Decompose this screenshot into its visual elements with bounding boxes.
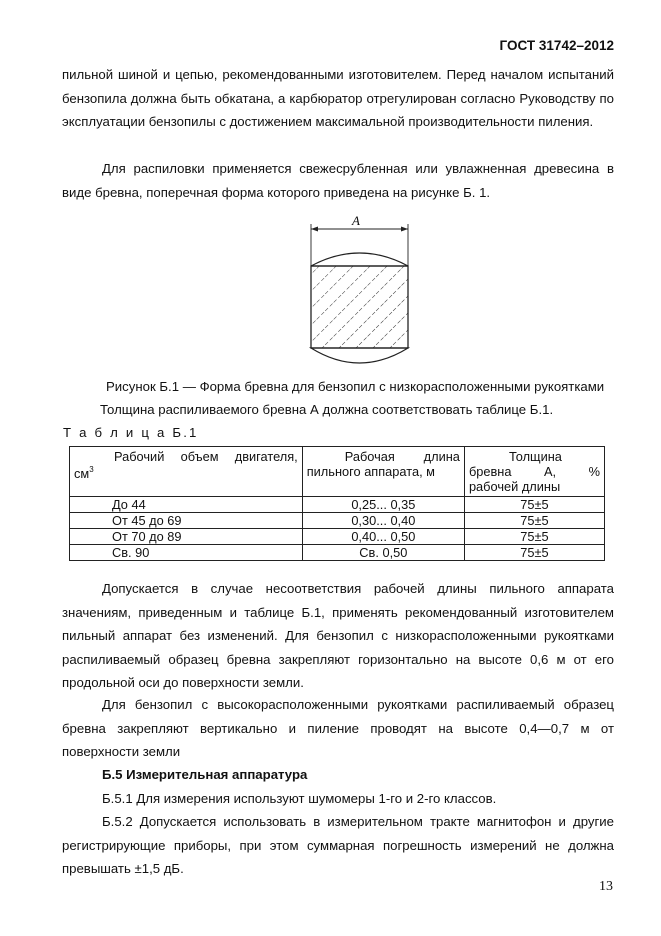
- cell-length: Св. 0,50: [302, 545, 464, 561]
- table-row: [70, 513, 605, 529]
- paragraph-b5-2: Б.5.2 Допускается использовать в измерительном тракте магнитофон и другие регистрирующие приборы, при этом суммарная погрешность измерений не должна превышать ±1,5 дБ.: [62, 814, 614, 876]
- paragraph-3: Допускается в случае несоответствия рабочей длины пильного аппарата значениям, приведенным и таблице Б.1, применять рекомендованный изготовителем пильный аппарат без изменений. Для бензопил с низкорасположенными рукоятками распиливаемый образец бревна закрепляют горизонтально на высоте 0,6 м от его продольной оси до поверхности земли.: [62, 581, 614, 690]
- data-table: [69, 446, 605, 561]
- cell-length: 0,30... 0,40: [302, 513, 464, 529]
- table-title: Т а б л и ц а Б.1: [63, 425, 199, 440]
- page-number: 13: [599, 879, 613, 894]
- cell-volume: Св. 90: [70, 545, 303, 561]
- cell-volume: От 70 до 89: [70, 529, 303, 545]
- table-intro-text: Толщина распиливаемого бревна А должна соответствовать таблице Б.1.: [100, 402, 554, 417]
- cell-thickness: 75±5: [464, 513, 604, 529]
- log-cross-section-drawing: [290, 210, 420, 380]
- table-row: [70, 497, 605, 513]
- cell-length: 0,40... 0,50: [302, 529, 464, 545]
- header-working-length: Рабочая длина пильного аппарата, м: [302, 447, 464, 497]
- table-header-row: [70, 447, 605, 497]
- paragraph-1: пильной шиной и цепью, рекомендованными изготовителем. Перед началом испытаний бензопила должна быть обкатана, а карбюратор отрегулирован согласно Руководству по эксплуатации бензопилы с достижением максимальной производительности пиления.: [62, 67, 614, 129]
- dimension-label-a: А: [352, 213, 360, 228]
- cell-length: 0,25... 0,35: [302, 497, 464, 513]
- cell-volume: От 45 до 69: [70, 513, 303, 529]
- header-log-thickness: Толщина бревна А, % рабочей длины: [464, 447, 604, 497]
- paragraph-b5-1: Б.5.1 Для измерения используют шумомеры 1-го и 2-го классов.: [102, 791, 497, 806]
- figure-caption: Рисунок Б.1 — Форма бревна для бензопил с низкорасположенными рукоятками: [106, 379, 605, 394]
- paragraph-4: Для бензопил с высокорасположенными рукоятками распиливаемый образец бревна закрепляют вертикально и пиление проводят на высоте 0,4—0,7 м от поверхности земли: [62, 697, 614, 759]
- cell-thickness: 75±5: [464, 529, 604, 545]
- cell-volume: До 44: [70, 497, 303, 513]
- cell-thickness: 75±5: [464, 497, 604, 513]
- paragraph-2: Для распиловки применяется свежесрубленная или увлажненная древесина в виде бревна, поперечная форма которого приведена на рисунке Б. 1.: [62, 161, 614, 200]
- table-row: [70, 529, 605, 545]
- figure-log-shape: [290, 210, 420, 380]
- section-heading-b5: Б.5 Измерительная аппаратура: [102, 767, 308, 782]
- table-row: [70, 545, 605, 561]
- document-header: ГОСТ 31742–2012: [499, 38, 614, 53]
- cell-thickness: 75±5: [464, 545, 604, 561]
- header-engine-volume: Рабочий объем двигателя, $см^3$: [70, 447, 303, 497]
